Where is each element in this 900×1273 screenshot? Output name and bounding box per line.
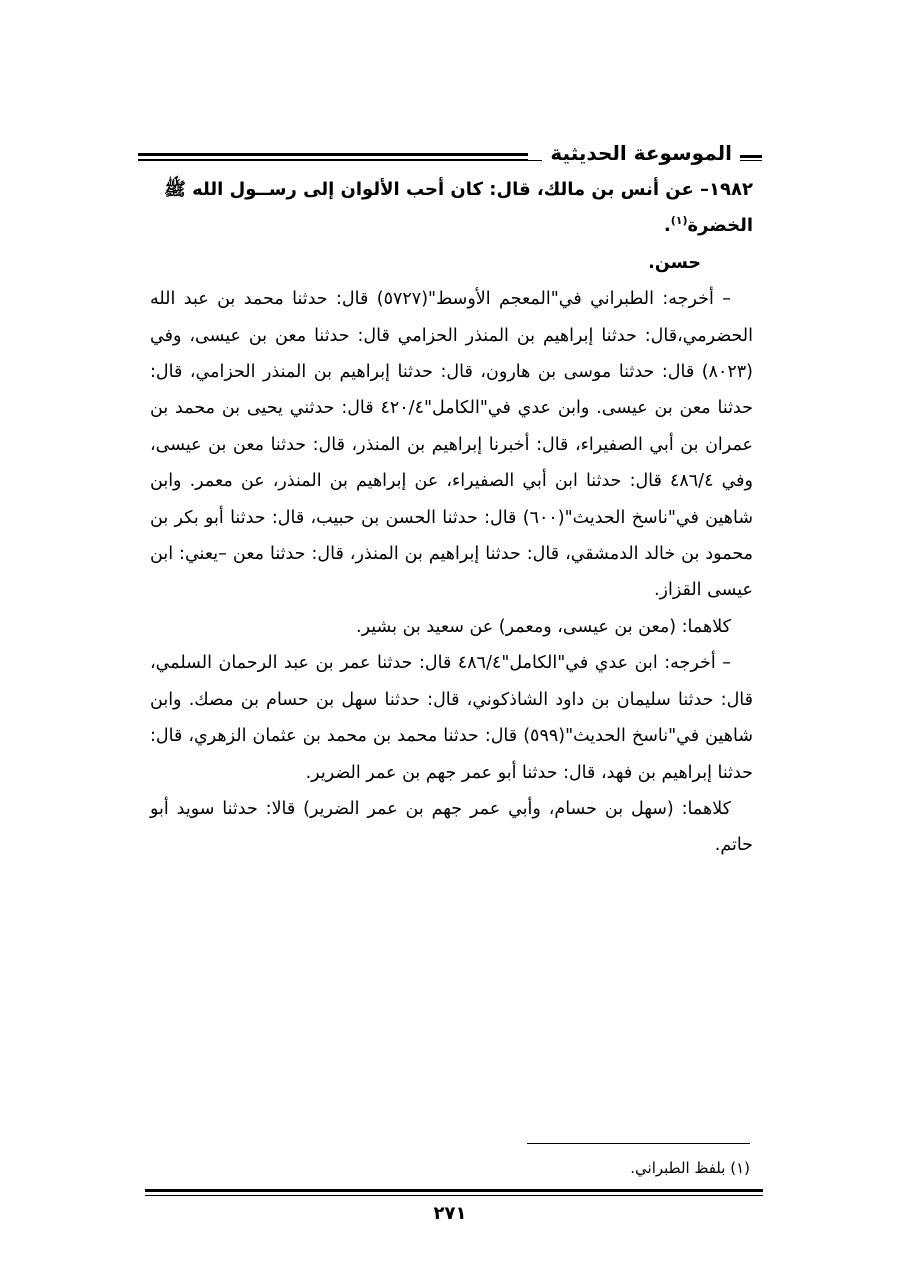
hadith-number: ١٩٨٢: [709, 179, 753, 200]
running-header: [138, 138, 762, 168]
hadith-entry: [150, 172, 753, 245]
summary-paragraph-2: كلاهما: (سهل بن حسام، وأبي عمر جهم بن عمر الضرير) قالا: حدثنا سويد أبو حاتم.: [150, 798, 753, 856]
page-body: [150, 172, 753, 864]
summary-paragraph-1: كلاهما: (معن بن عيسى، ومعمر) عن سعيد بن بشير.: [356, 616, 731, 637]
hadith-grade: حسن.: [648, 252, 701, 273]
header-rule-thick: [138, 153, 528, 156]
footer-rule-thin: [145, 1195, 763, 1196]
hadith-text-line1: – عن أنس بن مالك، قال: كان أحب الألوان إلى رســول الله ﷺ: [164, 179, 710, 200]
footnote: (١) بلفظ الطبراني.: [630, 1159, 750, 1177]
hadith-text-line2: الخضرة: [687, 215, 753, 237]
hadith-end-mark: .: [663, 215, 671, 237]
footer-rule-thick: [145, 1189, 763, 1192]
footnote-separator: [527, 1143, 750, 1144]
header-rule-stub: [738, 155, 762, 158]
takhrij-paragraph-1: – أخرجه: الطبراني في"المعجم الأوسط"(٥٧٢٧) قال: حدثنا محمد بن عبد الله الحضرمي،قال: حدثنا إبراهيم بن المنذر الحزامي قال: حدثنا معن بن عيسى، وفي (٨٠٢٣) قال: حدثنا موسى بن هارون، قال: حدثنا إبراهيم بن المنذر الحزامي، قال: حدثنا معن بن عيسى. وابن عدي في"الكامل"٤٢٠/٤ قال: حدثني يحيى بن محمد بن عمران بن أبي الصفيراء، قال: أخبرنا إبراهيم بن المنذر، قال: حدثنا معن بن عيسى، وفي ٤٨٦/٤ قال: حدثنا ابن أبي الصفيراء، عن إبراهيم بن المنذر، عن معمر. وابن شاهين في"ناسخ الحديث"(٦٠٠) قال: حدثنا الحسن بن حبيب، قال: حدثنا أبو بكر بن محمود بن خالد الدمشقي، قال: حدثنا إبراهيم بن المنذر، قال: حدثنا معن –يعني: ابن عيسى القزاز.: [150, 289, 753, 601]
page-number: ٢٧١: [433, 1203, 467, 1224]
running-title: الموسوعة الحديثية: [542, 138, 740, 168]
footnote-reference[interactable]: (١): [670, 214, 688, 228]
takhrij-paragraph-2: – أخرجه: ابن عدي في"الكامل"٤٨٦/٤ قال: حدثنا عمر بن عبد الرحمان السلمي، قال: حدثنا سليمان بن داود الشاذكوني، قال: حدثنا سهل بن حسام بن مصك. وابن شاهين في"ناسخ الحديث"(٥٩٩) قال: حدثنا محمد بن محمد بن عثمان الزهري، قال: حدثنا إبراهيم بن فهد، قال: حدثنا أبو عمر جهم بن عمر الضرير.: [150, 653, 753, 783]
